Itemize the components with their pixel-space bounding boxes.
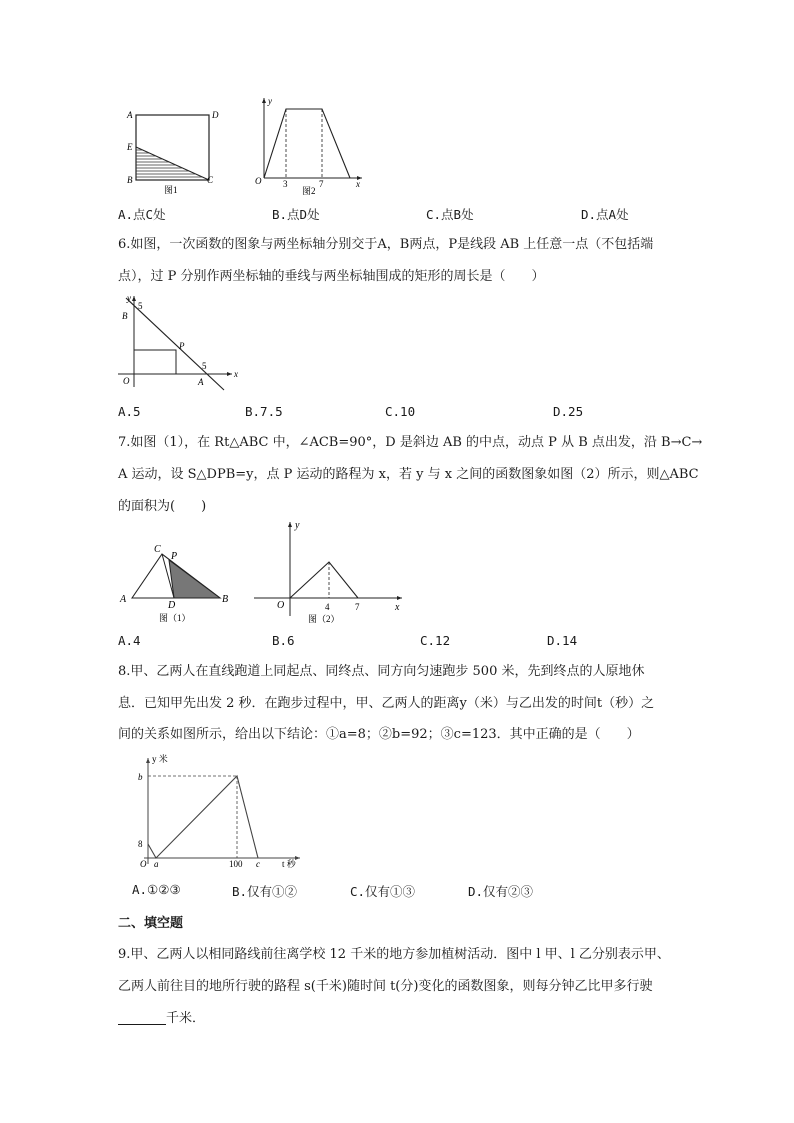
q6-label-five-y: 5	[138, 301, 143, 311]
q5-fig1-label-E: E	[127, 142, 133, 152]
q6-label-P: P	[179, 341, 185, 351]
q8-label-8: 8	[138, 839, 143, 849]
q7-fig1-label-B: B	[222, 594, 229, 605]
q8-figure	[132, 752, 312, 874]
q7-text-line-1: 7.如图（1），在 Rt△ABC 中，∠ACB=90°，D 是斜边 AB 的中点，动点 P 从 B 点出发，沿 B→C→	[118, 435, 703, 450]
q7-fig1-caption: 图（1）	[159, 613, 191, 623]
q5-fig2-tick-3: 3	[283, 179, 288, 189]
q6-label-A: A	[198, 377, 204, 387]
q8-label-O: O	[140, 859, 147, 869]
q6-option-d[interactable]: D.25	[553, 404, 584, 419]
q7-figure-1	[116, 540, 236, 628]
q5-fig1-label-B: B	[127, 175, 133, 185]
q5-figure-1	[118, 100, 228, 196]
q7-fig2-tick-4: 4	[325, 602, 330, 612]
q5-fig1-label-D: D	[212, 110, 219, 120]
q9-text-line-3	[118, 1004, 205, 1033]
q9-text-line-1: 9.甲、乙两人以相同路线前往离学校 12 千米的地方参加植树活动．图中 l 甲、l 乙分别表示甲、	[118, 947, 670, 962]
q5-fig2-tick-7: 7	[319, 179, 324, 189]
q7-fig1-label-D: D	[168, 600, 176, 611]
q7-fig2-caption: 图（2）	[308, 614, 340, 624]
q8-label-c: c	[256, 859, 260, 869]
section-title-fill-in: 二、填空题	[118, 915, 184, 930]
q7-option-a[interactable]: A.4	[118, 633, 141, 648]
q8-option-b[interactable]: B.仅有①②	[232, 884, 298, 899]
q6-figure	[112, 292, 242, 392]
q8-text-line-2: 息．已知甲先出发 2 秒．在跑步过程中，甲、乙两人的距离y（米）与乙出发的时间t（秒）之	[118, 696, 655, 711]
q6-label-B: B	[122, 311, 128, 321]
q7-text-line-3: 的面积为( )	[118, 499, 207, 514]
q7-fig1-label-A: A	[120, 594, 127, 605]
q8-label-a: a	[154, 859, 159, 869]
q5-fig1-label-A: A	[127, 110, 133, 120]
q9-answer-blank[interactable]	[118, 1010, 166, 1025]
q5-fig1-caption: 图1	[164, 185, 178, 195]
q7-option-b[interactable]: B.6	[272, 633, 295, 648]
q8-option-d[interactable]: D.仅有②③	[468, 884, 534, 899]
q6-text-line-1: 6.如图，一次函数的图象与两坐标轴分别交于A，B两点，P是线段 AB 上任意一点（不包括端	[118, 237, 654, 252]
q6-option-a[interactable]: A.5	[118, 404, 141, 419]
q6-option-c[interactable]: C.10	[385, 404, 416, 419]
q8-label-t: t 秒	[282, 859, 296, 869]
q7-figure-2	[250, 516, 410, 628]
q5-fig1-label-C: C	[207, 175, 214, 185]
q5-fig2-caption: 图2	[302, 186, 316, 196]
q7-fig1-label-P: P	[171, 551, 178, 562]
q9-text-line-2: 乙两人前往目的地所行驶的路程 s(千米)随时间 t(分)变化的函数图象，则每分钟乙比甲多行驶	[118, 979, 653, 994]
q7-text-line-2: A 运动，设 S△DPB=y，点 P 运动的路程为 x，若 y 与 x 之间的函数图象如图（2）所示，则△ABC	[118, 467, 699, 482]
q8-label-b: b	[138, 772, 143, 782]
q7-fig2-label-O: O	[277, 600, 285, 611]
q7-fig2-tick-7: 7	[355, 602, 360, 612]
q7-fig1-label-C: C	[154, 544, 161, 555]
q8-option-c[interactable]: C.仅有①③	[350, 884, 416, 899]
q7-option-c[interactable]: C.12	[420, 633, 451, 648]
q5-figure-2	[250, 92, 368, 196]
q9-unit-suffix: 千米．	[166, 1011, 206, 1026]
q5-option-d[interactable]: D.点A处	[581, 207, 629, 222]
q8-label-100: 100	[229, 859, 243, 869]
q7-fig2-label-x: x	[395, 602, 400, 613]
q5-fig2-label-x: x	[356, 179, 360, 189]
q5-option-c[interactable]: C.点B处	[426, 207, 474, 222]
q6-option-b[interactable]: B.7.5	[245, 404, 283, 419]
q8-option-a[interactable]: A.①②③	[132, 882, 181, 897]
q8-label-y: y 米	[152, 754, 168, 764]
q6-text-line-2: 点），过 P 分别作两坐标轴的垂线与两坐标轴围成的矩形的周长是（ ）	[118, 269, 545, 284]
q8-text-line-1: 8.甲、乙两人在直线跑道上同起点、同终点、同方向匀速跑步 500 米，先到终点的人原地休	[118, 664, 645, 679]
q6-label-O: O	[123, 376, 130, 386]
q7-fig2-label-y: y	[295, 520, 300, 531]
q7-option-d[interactable]: D.14	[547, 633, 578, 648]
q5-fig2-label-O: O	[255, 176, 262, 186]
q8-text-line-3: 间的关系如图所示，给出以下结论：①a=8；②b=92；③c=123．其中正确的是（ ）	[118, 727, 640, 742]
q5-fig2-label-y: y	[268, 96, 272, 106]
q6-label-five-x: 5	[202, 361, 207, 371]
q6-label-y: y	[127, 293, 131, 303]
q6-label-x: x	[234, 369, 238, 379]
q5-option-b[interactable]: B.点D处	[272, 207, 320, 222]
q5-option-a[interactable]: A.点C处	[118, 207, 166, 222]
